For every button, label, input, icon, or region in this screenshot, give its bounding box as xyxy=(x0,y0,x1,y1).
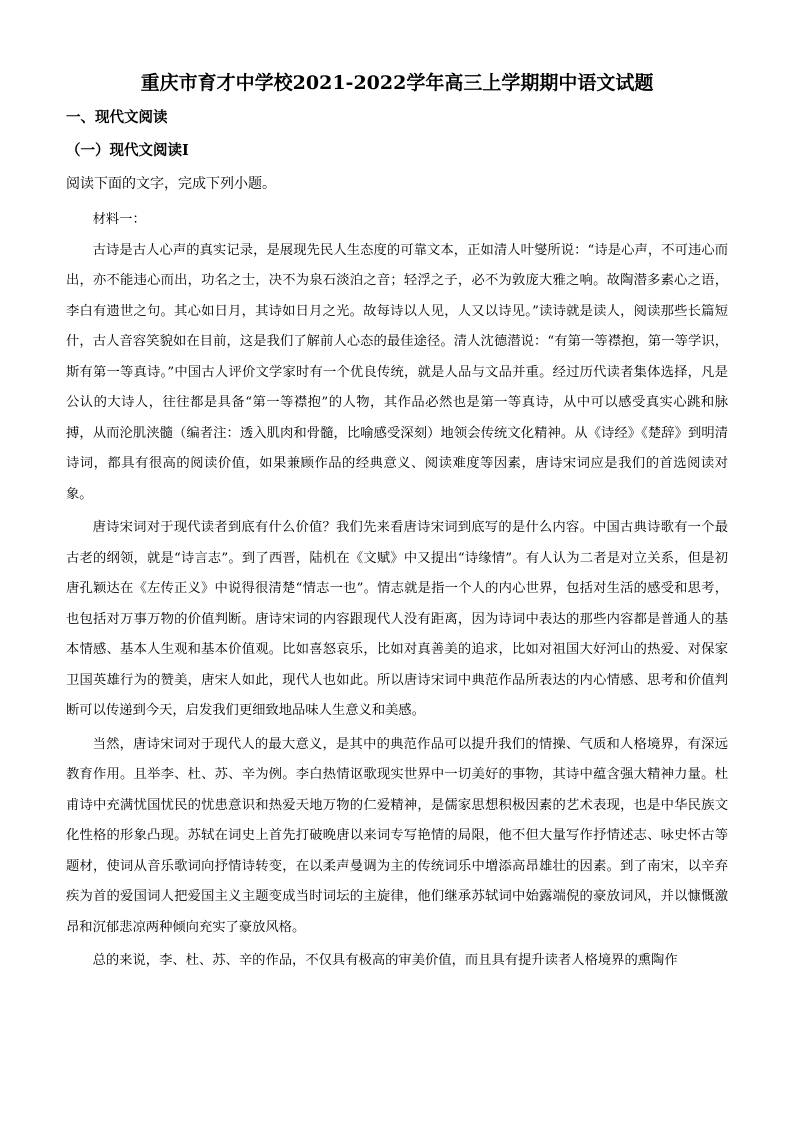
instruction-text: 阅读下面的文字，完成下列小题。 xyxy=(66,176,276,192)
paragraph-3: 当然，唐诗宋词对于现代人的最大意义，是其中的典范作品可以提升我们的情操、气质和人格境界，有深远教育作用。且举李、杜、苏、辛为例。李白热情讴歌现实世界中一切美好的事物，其诗中蕴含强大精神力量。杜甫诗中充满忧国忧民的忧患意识和热爱天地万物的仁爱精神，是儒家思想积极因素的艺术表现，也是中华民族文化性格的形象凸现。苏轼在词史上首先打破晚唐以来词专写艳情的局限，他不但大量写作抒情述志、咏史怀古等题材，使词从音乐歌词向抒情诗转变，在以柔声曼调为主的传统词乐中增添高昂雄壮的因素。到了南宋，以辛弃疾为首的爱国词人把爱国主义主题变成当时词坛的主旋律，他们继承苏轼词中始露端倪的豪放词风，并以慷慨激昂和沉郁悲凉两种倾向充实了豪放风格。 xyxy=(66,736,728,935)
paragraph-2: 唐诗宋词对于现代读者到底有什么价值？我们先来看唐诗宋词到底写的是什么内容。中国古典诗歌有一个最古老的纲领，就是“诗言志”。到了西晋，陆机在《文赋》中又提出“诗缘情”。有人认为二者是对立关系，但是初唐孔颖达在《左传正义》中说得很清楚“情志一也”。情志就是指一个人的内心世界，包括对生活的感受和思考，也包括对万事万物的价值判断。唐诗宋词的内容跟现代人没有距离，因为诗词中表达的那些内容都是普通人的基本情感、基本人生观和基本价值观。比如喜怒哀乐，比如对真善美的追求，比如对祖国大好河山的热爱、对保家卫国英雄行为的赞美，唐宋人如此，现代人也如此。所以唐诗宋词中典范作品所表达的内心情感、思考和价值判断可以传递到今天，启发我们更细致地品味人生意义和美感。 xyxy=(66,520,728,718)
subsection-heading: （一）现代文阅读Ⅰ xyxy=(66,142,189,159)
reading-passage xyxy=(66,205,728,977)
page-title: 重庆市育才中学校2021-2022学年高三上学期期中语文试题 xyxy=(140,72,654,94)
paragraph-4: 总的来说，李、杜、苏、辛的作品，不仅具有极高的审美价值，而且具有提升读者人格境界的熏陶作 xyxy=(92,953,678,968)
material-label: 材料一： xyxy=(92,212,146,227)
section-heading: 一、现代文阅读 xyxy=(66,109,168,126)
paragraph-1: 古诗是古人心声的真实记录，是展现先民人生态度的可靠文本，正如清人叶燮所说：“诗是心声，不可违心而出，亦不能违心而出，功名之士，决不为泉石淡泊之音；轻浮之子，必不为敦庞大雅之响。故陶潜多素心之语，李白有遗世之句。其心如日月，其诗如日月之光。故每诗以人见，人又以诗见。”读诗就是读人，阅读那些长篇短什，古人音容笑貌如在目前，这是我们了解前人心态的最佳途径。清人沈德潜说：“有第一等襟抱，第一等学识，斯有第一等真诗。”中国古人评价文学家时有一个优良传统，就是人品与文品并重。经过历代读者集体选择，凡是公认的大诗人，往往都是具备“第一等襟抱”的人物，其作品必然也是第一等真诗，从中可以感受真实心跳和脉搏，从而沦肌浃髓（编者注：透入肌肉和骨髓，比喻感受深刻）地领会传统文化精神。从《诗经》《楚辞》到明清诗词，都具有很高的阅读价值，如果兼顾作品的经典意义、阅读难度等因素，唐诗宋词应是我们的首选阅读对象。 xyxy=(66,242,728,502)
